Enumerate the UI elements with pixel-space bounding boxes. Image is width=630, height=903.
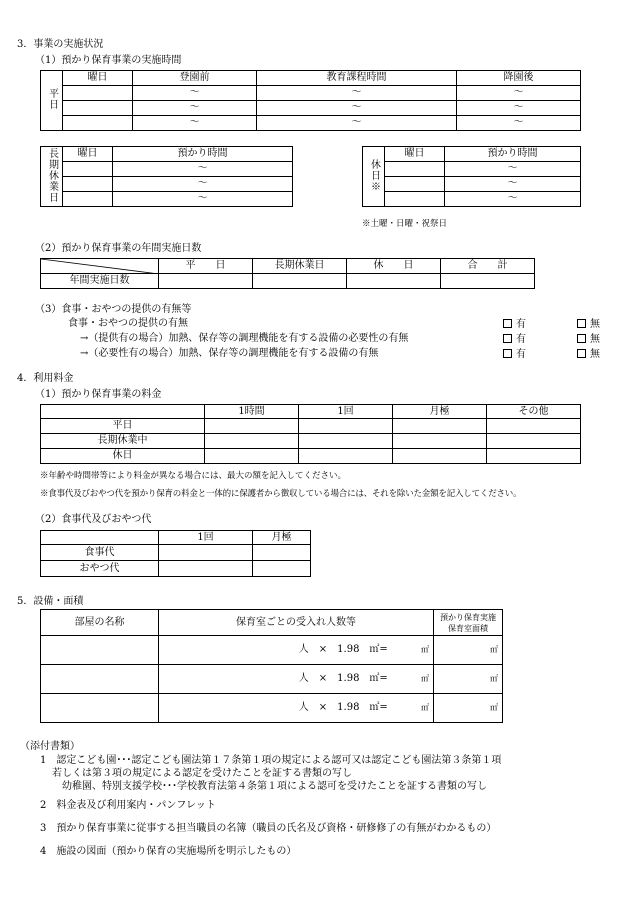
annual-holiday-cell[interactable]	[347, 274, 441, 289]
meal-yes-option[interactable]: 有	[503, 319, 526, 330]
meal-question: 食事・おやつの提供の有無	[68, 318, 188, 329]
need-yes-option[interactable]: 有	[503, 334, 526, 345]
need-no-option[interactable]: 無	[577, 334, 600, 345]
section4-sub1: （1）預かり保育事業の料金	[35, 389, 162, 400]
weekday-label: 平日	[41, 71, 63, 131]
attachment-item-4: 4 施設の図面（預かり保育の実施場所を明示したもの）	[40, 846, 297, 857]
attachment-item-3: 3 預かり保育事業に従事する担当職員の名簿（職員の氏名及び資格・研修修了の有無がわかるもの）	[40, 823, 497, 834]
long-header-day: 曜日	[63, 147, 113, 162]
fee-cell[interactable]	[393, 449, 487, 464]
meal-header-month: 月極	[253, 531, 311, 545]
fee-cell[interactable]	[299, 434, 393, 449]
area-header-line1: 預かり保育実施	[440, 612, 496, 622]
capacity-unit: ㎡	[421, 703, 429, 712]
cooking-need-question: →（提供有の場合）加熱、保存等の調理機能を有する設備の必要性の有無	[80, 333, 409, 344]
room-name-cell[interactable]	[41, 636, 159, 665]
section3-sub1: （1）預かり保育事業の実施時間	[35, 55, 182, 66]
fee-header-other: その他	[487, 405, 581, 419]
long-header-time: 預かり時間	[113, 147, 293, 162]
fee-cell[interactable]	[393, 434, 487, 449]
attachment-item-1: 1 認定こども園･･･認定こども園法第１７条第１項の規定による認可又は認定こども園法第３条第１項	[40, 755, 502, 766]
snack-fee-cell[interactable]	[253, 561, 311, 577]
fee-corner-cell	[41, 405, 205, 419]
long-time-cell[interactable]: ～	[113, 162, 293, 177]
area-cell[interactable]	[434, 636, 503, 665]
meal-header-once: 1回	[159, 531, 253, 545]
checkbox-icon[interactable]	[577, 319, 586, 328]
holiday-day-cell[interactable]	[385, 162, 445, 177]
holiday-time-cell[interactable]: ～	[445, 192, 581, 207]
area-header-line2: 保育室面積	[448, 623, 488, 633]
fee-cell[interactable]	[393, 419, 487, 434]
checkbox-icon[interactable]	[503, 319, 512, 328]
cooking-equipment-question: →（必要性有の場合）加熱、保存等の調理機能を有する設備の有無	[80, 348, 379, 359]
facility-header-area	[434, 610, 503, 636]
holiday-time-cell[interactable]: ～	[445, 177, 581, 192]
room-name-cell[interactable]	[41, 694, 159, 723]
fee-cell[interactable]	[299, 449, 393, 464]
weekday-hours-table	[40, 70, 581, 131]
facility-header-room: 部屋の名称	[41, 610, 159, 636]
section4-title: 4．利用料金	[17, 373, 74, 384]
room-name-cell[interactable]	[41, 665, 159, 694]
capacity-formula: 人 × 1.98 ㎡=	[298, 673, 388, 684]
meal-no-option[interactable]: 無	[577, 319, 600, 330]
area-cell[interactable]	[434, 694, 503, 723]
annual-long-cell[interactable]	[253, 274, 347, 289]
annual-header-long: 長期休業日	[253, 259, 347, 274]
holiday-header-day: 曜日	[385, 147, 445, 162]
meal-fee-cell[interactable]	[253, 545, 311, 561]
fee-row-label: 平日	[41, 419, 205, 434]
fee-cell[interactable]	[205, 419, 299, 434]
area-unit: ㎡	[490, 674, 498, 683]
section3-sub3: （3）食事・おやつの提供の有無等	[35, 304, 192, 315]
capacity-formula: 人 × 1.98 ㎡=	[298, 702, 388, 713]
fee-header-once: 1回	[299, 405, 393, 419]
weekday-before-cell[interactable]: ～	[133, 116, 257, 131]
fee-header-month: 月極	[393, 405, 487, 419]
attachment-item-1-kindergarten: 幼稚園、特別支援学校･･･学校教育法第４条第１項による認可を受けたことを証する書類の写し	[62, 781, 487, 792]
holiday-label: 休日※	[363, 147, 385, 207]
weekday-after-cell[interactable]: ～	[457, 116, 581, 131]
facility-header-capacity: 保育室ごとの受入れ人数等	[159, 610, 434, 636]
meal-row-label: 食事代	[41, 545, 159, 561]
long-day-cell[interactable]	[63, 162, 113, 177]
diagonal-line	[41, 259, 159, 274]
fee-cell[interactable]	[487, 419, 581, 434]
checkbox-icon[interactable]	[503, 349, 512, 358]
area-unit: ㎡	[490, 703, 498, 712]
weekday-after-cell[interactable]: ～	[457, 86, 581, 101]
annual-header-holiday: 休 日	[347, 259, 441, 274]
annual-row-label: 年間実施日数	[41, 274, 159, 289]
weekday-header-course: 教育課程時間	[257, 71, 457, 86]
fee-note-2: ※食事代及びおやつ代を預かり保育の料金と一体的に保護者から徴収している場合には、それを除いた金額を記入してください。	[40, 489, 522, 499]
fee-row-label: 長期休業中	[41, 434, 205, 449]
weekday-course-cell[interactable]: ～	[257, 116, 457, 131]
equipment-yes-option[interactable]: 有	[503, 349, 526, 360]
weekday-day-cell[interactable]	[63, 116, 133, 131]
annual-header-total: 合 計	[441, 259, 535, 274]
attachment-item-1-cont: 若しくは第３項の規定による認定を受けたことを証する書類の写し	[52, 768, 352, 779]
weekday-header-before: 登園前	[133, 71, 257, 86]
snack-fee-cell[interactable]	[159, 561, 253, 577]
weekday-after-cell[interactable]: ～	[457, 101, 581, 116]
weekday-day-cell[interactable]	[63, 86, 133, 101]
weekday-course-cell[interactable]: ～	[257, 101, 457, 116]
weekday-day-cell[interactable]	[63, 101, 133, 116]
capacity-unit: ㎡	[421, 674, 429, 683]
fee-cell[interactable]	[299, 419, 393, 434]
capacity-cell[interactable]	[159, 636, 434, 665]
fee-cell[interactable]	[487, 434, 581, 449]
holiday-day-cell[interactable]	[385, 177, 445, 192]
section4-sub2: （2）食事代及びおやつ代	[35, 514, 152, 525]
attachments-title: （添付書類）	[20, 741, 80, 752]
checkbox-icon[interactable]	[577, 334, 586, 343]
holiday-time-cell[interactable]: ～	[445, 162, 581, 177]
equipment-no-option[interactable]: 無	[577, 349, 600, 360]
fee-row-label: 休日	[41, 449, 205, 464]
annual-weekday-cell[interactable]	[159, 274, 253, 289]
fee-cell[interactable]	[487, 449, 581, 464]
holiday-header-time: 預かり時間	[445, 147, 581, 162]
meal-corner-cell	[41, 531, 159, 545]
annual-total-cell[interactable]	[441, 274, 535, 289]
capacity-cell[interactable]	[159, 694, 434, 723]
area-unit: ㎡	[490, 645, 498, 654]
area-cell[interactable]	[434, 665, 503, 694]
long-time-cell[interactable]: ～	[113, 192, 293, 207]
section5-title: 5．設備・面積	[17, 596, 84, 607]
fee-cell[interactable]	[205, 449, 299, 464]
holiday-hours-table	[362, 146, 581, 207]
section3-sub2: （2）預かり保育事業の年間実施日数	[35, 243, 202, 254]
meal-fee-cell[interactable]	[159, 545, 253, 561]
long-holiday-label: 長期休業日	[41, 147, 63, 207]
fee-note-1: ※年齢や時間帯等により料金が異なる場合には、最大の額を記入してください。	[40, 471, 347, 481]
capacity-cell[interactable]	[159, 665, 434, 694]
long-day-cell[interactable]	[63, 192, 113, 207]
checkbox-icon[interactable]	[577, 349, 586, 358]
annual-days-table	[40, 258, 535, 289]
meal-fee-table	[40, 530, 311, 577]
holiday-day-cell[interactable]	[385, 192, 445, 207]
weekday-before-cell[interactable]: ～	[133, 101, 257, 116]
weekday-header-after: 降園後	[457, 71, 581, 86]
checkbox-icon[interactable]	[503, 334, 512, 343]
long-day-cell[interactable]	[63, 177, 113, 192]
fee-cell[interactable]	[205, 434, 299, 449]
annual-header-weekday: 平 日	[159, 259, 253, 274]
weekday-before-cell[interactable]: ～	[133, 86, 257, 101]
fee-table	[40, 404, 581, 464]
weekday-header-day: 曜日	[63, 71, 133, 86]
annual-corner-cell	[41, 259, 159, 274]
section3-title: 3．事業の実施状況	[17, 39, 104, 50]
weekday-course-cell[interactable]: ～	[257, 86, 457, 101]
holiday-note: ※土曜・日曜・祝祭日	[362, 219, 448, 229]
long-holiday-hours-table	[40, 146, 293, 207]
snack-row-label: おやつ代	[41, 561, 159, 577]
long-time-cell[interactable]: ～	[113, 177, 293, 192]
capacity-formula: 人 × 1.98 ㎡=	[298, 644, 388, 655]
fee-header-hour: 1時間	[205, 405, 299, 419]
capacity-unit: ㎡	[421, 645, 429, 654]
attachment-item-2: 2 料金表及び利用案内・パンフレット	[40, 800, 216, 811]
facility-table	[40, 609, 503, 723]
